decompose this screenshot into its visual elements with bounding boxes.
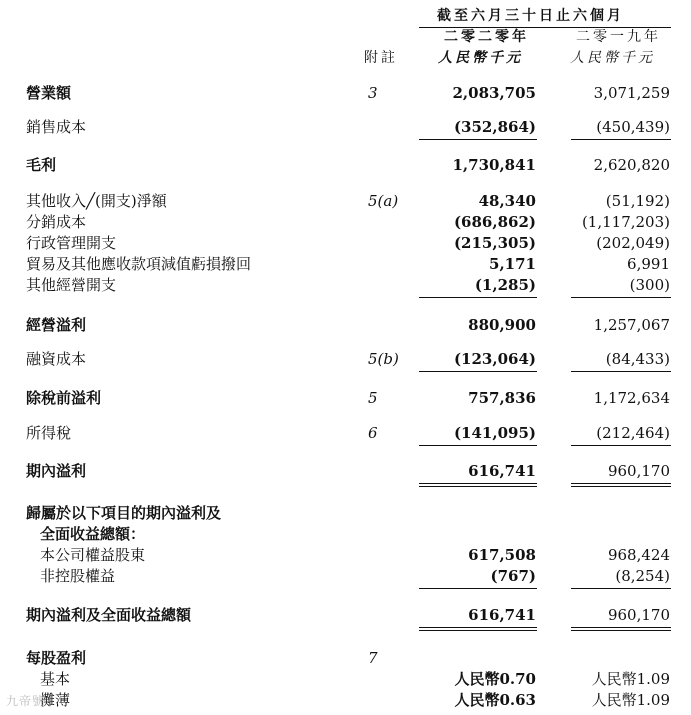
row-value-prior: (51,192) xyxy=(605,192,670,210)
row-label: 毛利 xyxy=(26,156,57,174)
row-value-prior: 1,257,067 xyxy=(593,316,670,334)
row-value-current: (1,285) xyxy=(474,276,536,294)
row-label: 銷售成本 xyxy=(26,118,87,136)
subtotal-rule xyxy=(571,588,671,589)
unit-prior-heading: 人民幣千元 xyxy=(570,50,655,66)
subtotal-rule xyxy=(419,445,537,446)
row-value-current: 48,340 xyxy=(478,192,536,210)
total-double-rule xyxy=(419,630,537,631)
row-label: 期內溢利 xyxy=(26,462,87,480)
subtotal-rule xyxy=(571,139,671,140)
row-value-current: 757,836 xyxy=(468,389,536,407)
attribution-heading: 歸屬於以下項目的期內溢利及 xyxy=(26,504,222,522)
row-value-prior: 人民幣1.09 xyxy=(591,670,670,688)
row-label: 攤薄 xyxy=(40,691,71,709)
row-value-prior: (8,254) xyxy=(615,567,670,585)
total-double-rule xyxy=(419,486,537,487)
subtotal-rule xyxy=(419,139,537,140)
subtotal-rule xyxy=(571,445,671,446)
row-value-prior: 3,071,259 xyxy=(593,84,670,102)
row-label: 其他經營開支 xyxy=(26,276,117,294)
row-value-current: 616,741 xyxy=(468,606,536,624)
unit-current-heading: 人民幣千元 xyxy=(438,50,523,66)
row-value-current: (141,095) xyxy=(453,424,536,442)
total-double-rule xyxy=(571,627,671,628)
row-note: 3 xyxy=(368,84,378,102)
total-double-rule xyxy=(571,486,671,487)
row-value-current: 616,741 xyxy=(468,462,536,480)
row-value-prior: (450,439) xyxy=(596,118,670,136)
row-value-current: (767) xyxy=(490,567,536,585)
row-value-prior: 1,172,634 xyxy=(593,389,670,407)
row-value-current: 1,730,841 xyxy=(452,156,536,174)
subtotal-rule xyxy=(419,297,537,298)
row-label: 其他收入╱(開支)淨額 xyxy=(26,192,167,210)
row-label: 分銷成本 xyxy=(26,213,87,231)
row-value-current: (686,862) xyxy=(453,213,536,231)
note-column-heading: 附註 xyxy=(364,50,398,66)
row-value-current: 880,900 xyxy=(468,316,536,334)
row-note: 6 xyxy=(368,424,378,442)
subtotal-rule xyxy=(419,371,537,372)
row-label: 貿易及其他應收款項減值虧損撥回 xyxy=(26,255,252,273)
row-label: 所得稅 xyxy=(26,424,72,442)
total-double-rule xyxy=(419,627,537,628)
row-value-prior: 6,991 xyxy=(627,255,670,273)
row-label: 基本 xyxy=(40,670,71,688)
watermark: 九帝號 xyxy=(6,694,46,708)
row-label: 經營溢利 xyxy=(26,316,87,334)
row-value-prior: 968,424 xyxy=(607,546,670,564)
total-double-rule xyxy=(571,630,671,631)
row-value-current: 617,508 xyxy=(468,546,536,564)
subtotal-rule xyxy=(571,371,671,372)
attribution-heading-cont: 全面收益總額： xyxy=(40,525,146,543)
year-prior-heading: 二零一九年 xyxy=(576,29,661,45)
row-value-prior: (202,049) xyxy=(596,234,670,252)
row-note: 5 xyxy=(368,389,378,407)
row-label: 本公司權益股東 xyxy=(40,546,146,564)
row-label: 期內溢利及全面收益總額 xyxy=(26,606,192,624)
row-label: 行政管理開支 xyxy=(26,234,117,252)
row-value-prior: (1,117,203) xyxy=(581,213,670,231)
row-value-current: (215,305) xyxy=(453,234,536,252)
total-double-rule xyxy=(571,483,671,484)
row-value-prior: (212,464) xyxy=(596,424,670,442)
row-note: 5(a) xyxy=(368,192,399,210)
row-note: 5(b) xyxy=(368,350,399,368)
row-value-prior: 2,620,820 xyxy=(593,156,670,174)
row-value-current: 人民幣0.63 xyxy=(454,691,536,709)
row-value-current: (352,864) xyxy=(453,118,536,136)
row-value-current: (123,064) xyxy=(453,350,536,368)
period-heading: 截至六月三十日止六個月 xyxy=(437,8,624,24)
row-label: 每股盈利 xyxy=(26,649,87,667)
subtotal-rule xyxy=(571,297,671,298)
row-label: 非控股權益 xyxy=(40,567,116,585)
row-value-current: 2,083,705 xyxy=(452,84,536,102)
year-current-heading: 二零二零年 xyxy=(444,29,529,45)
total-double-rule xyxy=(419,483,537,484)
row-value-prior: 960,170 xyxy=(607,462,670,480)
row-label: 除稅前溢利 xyxy=(26,389,102,407)
row-value-prior: (84,433) xyxy=(605,350,670,368)
row-note: 7 xyxy=(368,649,378,667)
row-label: 融資成本 xyxy=(26,350,87,368)
subtotal-rule xyxy=(419,588,537,589)
row-label: 營業額 xyxy=(26,84,72,102)
row-value-current: 人民幣0.70 xyxy=(454,670,536,688)
row-value-current: 5,171 xyxy=(489,255,536,273)
row-value-prior: (300) xyxy=(629,276,670,294)
row-value-prior: 960,170 xyxy=(607,606,670,624)
row-value-prior: 人民幣1.09 xyxy=(591,691,670,709)
